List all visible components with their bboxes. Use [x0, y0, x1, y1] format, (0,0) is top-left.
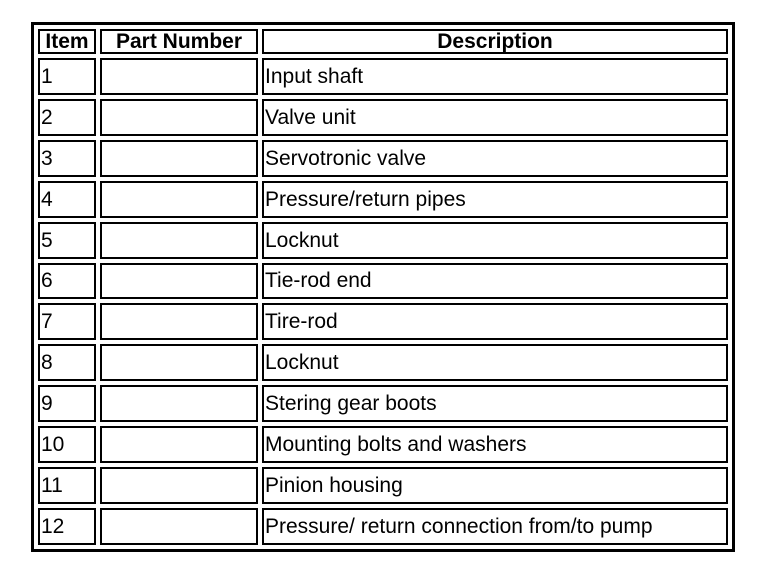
item-cell: 2: [38, 99, 96, 136]
description-cell: Locknut: [262, 344, 728, 381]
header-item: Item: [38, 29, 96, 54]
part-number-cell: [100, 303, 258, 340]
table-row: [38, 426, 728, 463]
part-number-cell: [100, 508, 258, 545]
table-row: [38, 508, 728, 545]
item-cell: 6: [38, 263, 96, 300]
part-number-cell: [100, 344, 258, 381]
part-number-cell: [100, 58, 258, 95]
table-row: [38, 140, 728, 177]
description-cell: Pinion housing: [262, 467, 728, 504]
table-row: [38, 344, 728, 381]
part-number-cell: [100, 385, 258, 422]
part-number-cell: [100, 99, 258, 136]
table-row: [38, 99, 728, 136]
table-row: [38, 222, 728, 259]
description-cell: Tie-rod end: [262, 263, 728, 300]
part-number-cell: [100, 181, 258, 218]
description-cell: Pressure/return pipes: [262, 181, 728, 218]
description-cell: Stering gear boots: [262, 385, 728, 422]
parts-table: [34, 25, 732, 549]
part-number-cell: [100, 263, 258, 300]
table-row: [38, 263, 728, 300]
item-cell: 12: [38, 508, 96, 545]
table-row: [38, 58, 728, 95]
item-cell: 7: [38, 303, 96, 340]
part-number-cell: [100, 140, 258, 177]
item-cell: 3: [38, 140, 96, 177]
description-cell: Valve unit: [262, 99, 728, 136]
table-row: [38, 303, 728, 340]
description-cell: Mounting bolts and washers: [262, 426, 728, 463]
description-cell: Tire-rod: [262, 303, 728, 340]
item-cell: 10: [38, 426, 96, 463]
item-cell: 8: [38, 344, 96, 381]
part-number-cell: [100, 467, 258, 504]
item-cell: 4: [38, 181, 96, 218]
description-cell: Servotronic valve: [262, 140, 728, 177]
description-cell: Locknut: [262, 222, 728, 259]
item-cell: 11: [38, 467, 96, 504]
table-row: [38, 385, 728, 422]
part-number-cell: [100, 222, 258, 259]
header-part-number: Part Number: [100, 29, 258, 54]
description-cell: Input shaft: [262, 58, 728, 95]
description-cell: Pressure/ return connection from/to pump: [262, 508, 728, 545]
item-cell: 5: [38, 222, 96, 259]
table-row: [38, 181, 728, 218]
part-number-cell: [100, 426, 258, 463]
table-row: [38, 467, 728, 504]
item-cell: 1: [38, 58, 96, 95]
table-header-row: [38, 29, 728, 54]
header-description: Description: [262, 29, 728, 54]
item-cell: 9: [38, 385, 96, 422]
parts-table-frame: [31, 22, 735, 552]
